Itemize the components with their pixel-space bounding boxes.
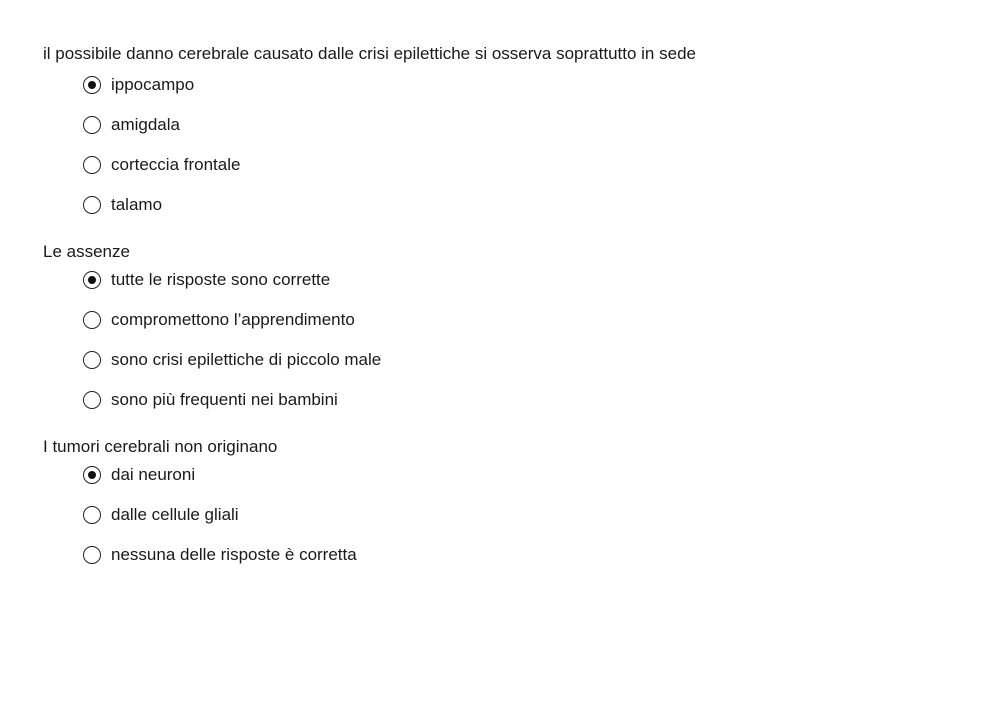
option-nessuna-corretta[interactable]: [83, 535, 763, 575]
option-ippocampo[interactable]: [83, 65, 763, 105]
option-cellule-gliali[interactable]: [83, 495, 763, 535]
options-list: [43, 260, 763, 420]
option-apprendimento[interactable]: [83, 300, 763, 340]
option-label: nessuna delle risposte è corretta: [111, 545, 357, 564]
option-talamo[interactable]: [83, 185, 763, 225]
radio-button[interactable]: [83, 76, 101, 94]
option-label: dai neuroni: [111, 465, 196, 484]
option-label: talamo: [111, 195, 163, 214]
radio-dot: [88, 471, 96, 479]
option-label: tutte le risposte sono corrette: [111, 270, 331, 289]
option-bambini[interactable]: [83, 380, 763, 420]
option-label: sono crisi epilettiche di piccolo male: [111, 350, 382, 369]
option-label: dalle cellule gliali: [111, 505, 239, 524]
option-label: corteccia frontale: [111, 155, 241, 174]
radio-button[interactable]: [83, 506, 101, 524]
radio-button[interactable]: [83, 196, 101, 214]
radio-button[interactable]: [83, 466, 101, 484]
question-text: I tumori cerebrali non originano: [43, 437, 278, 456]
question-text: Le assenze: [43, 242, 130, 261]
radio-dot: [88, 81, 96, 89]
question-text: il possibile danno cerebrale causato dalle crisi epilettiche si osserva soprattutto in sede: [43, 44, 696, 63]
radio-button[interactable]: [83, 271, 101, 289]
option-neuroni[interactable]: [83, 455, 763, 495]
option-label: sono più frequenti nei bambini: [111, 390, 338, 409]
option-tutte-corrette[interactable]: [83, 260, 763, 300]
radio-button[interactable]: [83, 546, 101, 564]
question-3: [43, 436, 763, 575]
quiz-form: [43, 43, 763, 575]
option-piccolo-male[interactable]: [83, 340, 763, 380]
radio-dot: [88, 276, 96, 284]
radio-button[interactable]: [83, 391, 101, 409]
option-amigdala[interactable]: [83, 105, 763, 145]
option-label: amigdala: [111, 115, 180, 134]
radio-button[interactable]: [83, 156, 101, 174]
question-2: [43, 241, 763, 420]
options-list: [43, 455, 763, 575]
radio-button[interactable]: [83, 116, 101, 134]
option-corteccia-frontale[interactable]: [83, 145, 763, 185]
option-label: compromettono l’apprendimento: [111, 310, 355, 329]
option-label: ippocampo: [111, 75, 195, 94]
question-1: [43, 43, 763, 225]
radio-button[interactable]: [83, 311, 101, 329]
options-list: [43, 65, 763, 225]
radio-button[interactable]: [83, 351, 101, 369]
